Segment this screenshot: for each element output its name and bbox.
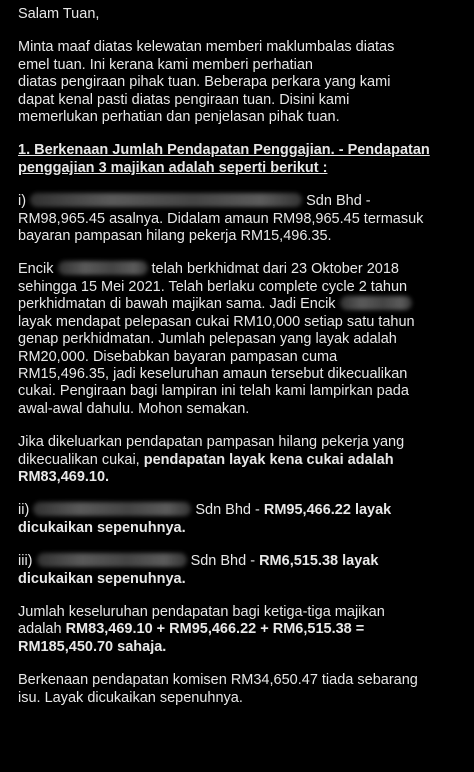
encik-paragraph: Encik telah berkhidmat dari 23 Oktober 2018 sehingga 15 Mei 2021. Telah berlaku complete cycle 2 tahun perkhidmatan di bawah majikan sama. Jadi Encik layak mendapat pelepasan cukai RM10,000 setiap satu tahun genap perkhidmatan. Jumlah pelepasan yang layak adalah RM20,000. Disebabkan bayaran pampasan cuma RM15,496.35, jadi keseluruhan amaun tersebut dikecualikan cukai. Pengiraan bagi lampiran ini telah kami lampirkan pada awal-awal dahulu. Mohon semakan. xyxy=(18,261,415,417)
intro-paragraph xyxy=(18,39,470,126)
item-3-prefix: iii) xyxy=(18,553,33,570)
intro-line: Minta maaf diatas kelewatan memberi maklumbalas diatas xyxy=(18,39,395,56)
item-1-prefix: i) xyxy=(18,193,27,210)
intro-line: memerlukan perhatian dan penjelasan pihak tuan. xyxy=(18,109,340,126)
komisen-paragraph: Berkenaan pendapatan komisen RM34,650.47 tiada sebarang isu. Layak dicukaikan sepenuhnya. xyxy=(18,672,418,706)
redacted-person-name xyxy=(58,261,148,275)
item-3-paragraph: iii) Sdn Bhd - RM6,515.38 layak dicukaikan sepenuhnya. xyxy=(18,553,379,587)
item-2-prefix: ii) xyxy=(18,502,30,519)
intro-line: diatas pengiraan pihak tuan. Beberapa perkara yang kami xyxy=(18,74,391,91)
jumlah-paragraph: Jumlah keseluruhan pendapatan bagi ketiga-tiga majikan adalah RM83,469.10 + RM95,466.22 + RM6,515.38 = RM185,450.70 sahaja. xyxy=(18,603,385,655)
redacted-company-name xyxy=(37,553,187,567)
redacted-company-name xyxy=(33,502,191,516)
jika-paragraph: Jika dikeluarkan pendapatan pampasan hilang pekerja yang dikecualikan cukai, pendapatan layak kena cukai adalah RM83,469.10. xyxy=(18,434,405,485)
section-heading: 1. Berkenaan Jumlah Pendapatan Penggajian. - Pendapatan penggajian 3 majikan adalah seperti berikut : xyxy=(18,142,430,176)
greeting: Salam Tuan, xyxy=(18,6,100,22)
redacted-company-name xyxy=(30,193,302,207)
item-2-paragraph: ii) Sdn Bhd - RM95,466.22 layak dicukaikan sepenuhnya. xyxy=(18,502,392,536)
intro-line: emel tuan. Ini kerana kami memberi perhatian xyxy=(18,56,313,73)
intro-line: dapat kenal pasti diatas pengiraan tuan. Disini kami xyxy=(18,91,350,108)
item-1-paragraph: i) Sdn Bhd - RM98,965.45 asalnya. Didalam amaun RM98,965.45 termasuk bayaran pampasan hilang pekerja RM15,496.35. xyxy=(18,193,424,245)
email-body xyxy=(18,6,470,723)
item-1-company-suffix: Sdn Bhd - xyxy=(306,193,371,210)
redacted-person-name xyxy=(340,296,412,310)
